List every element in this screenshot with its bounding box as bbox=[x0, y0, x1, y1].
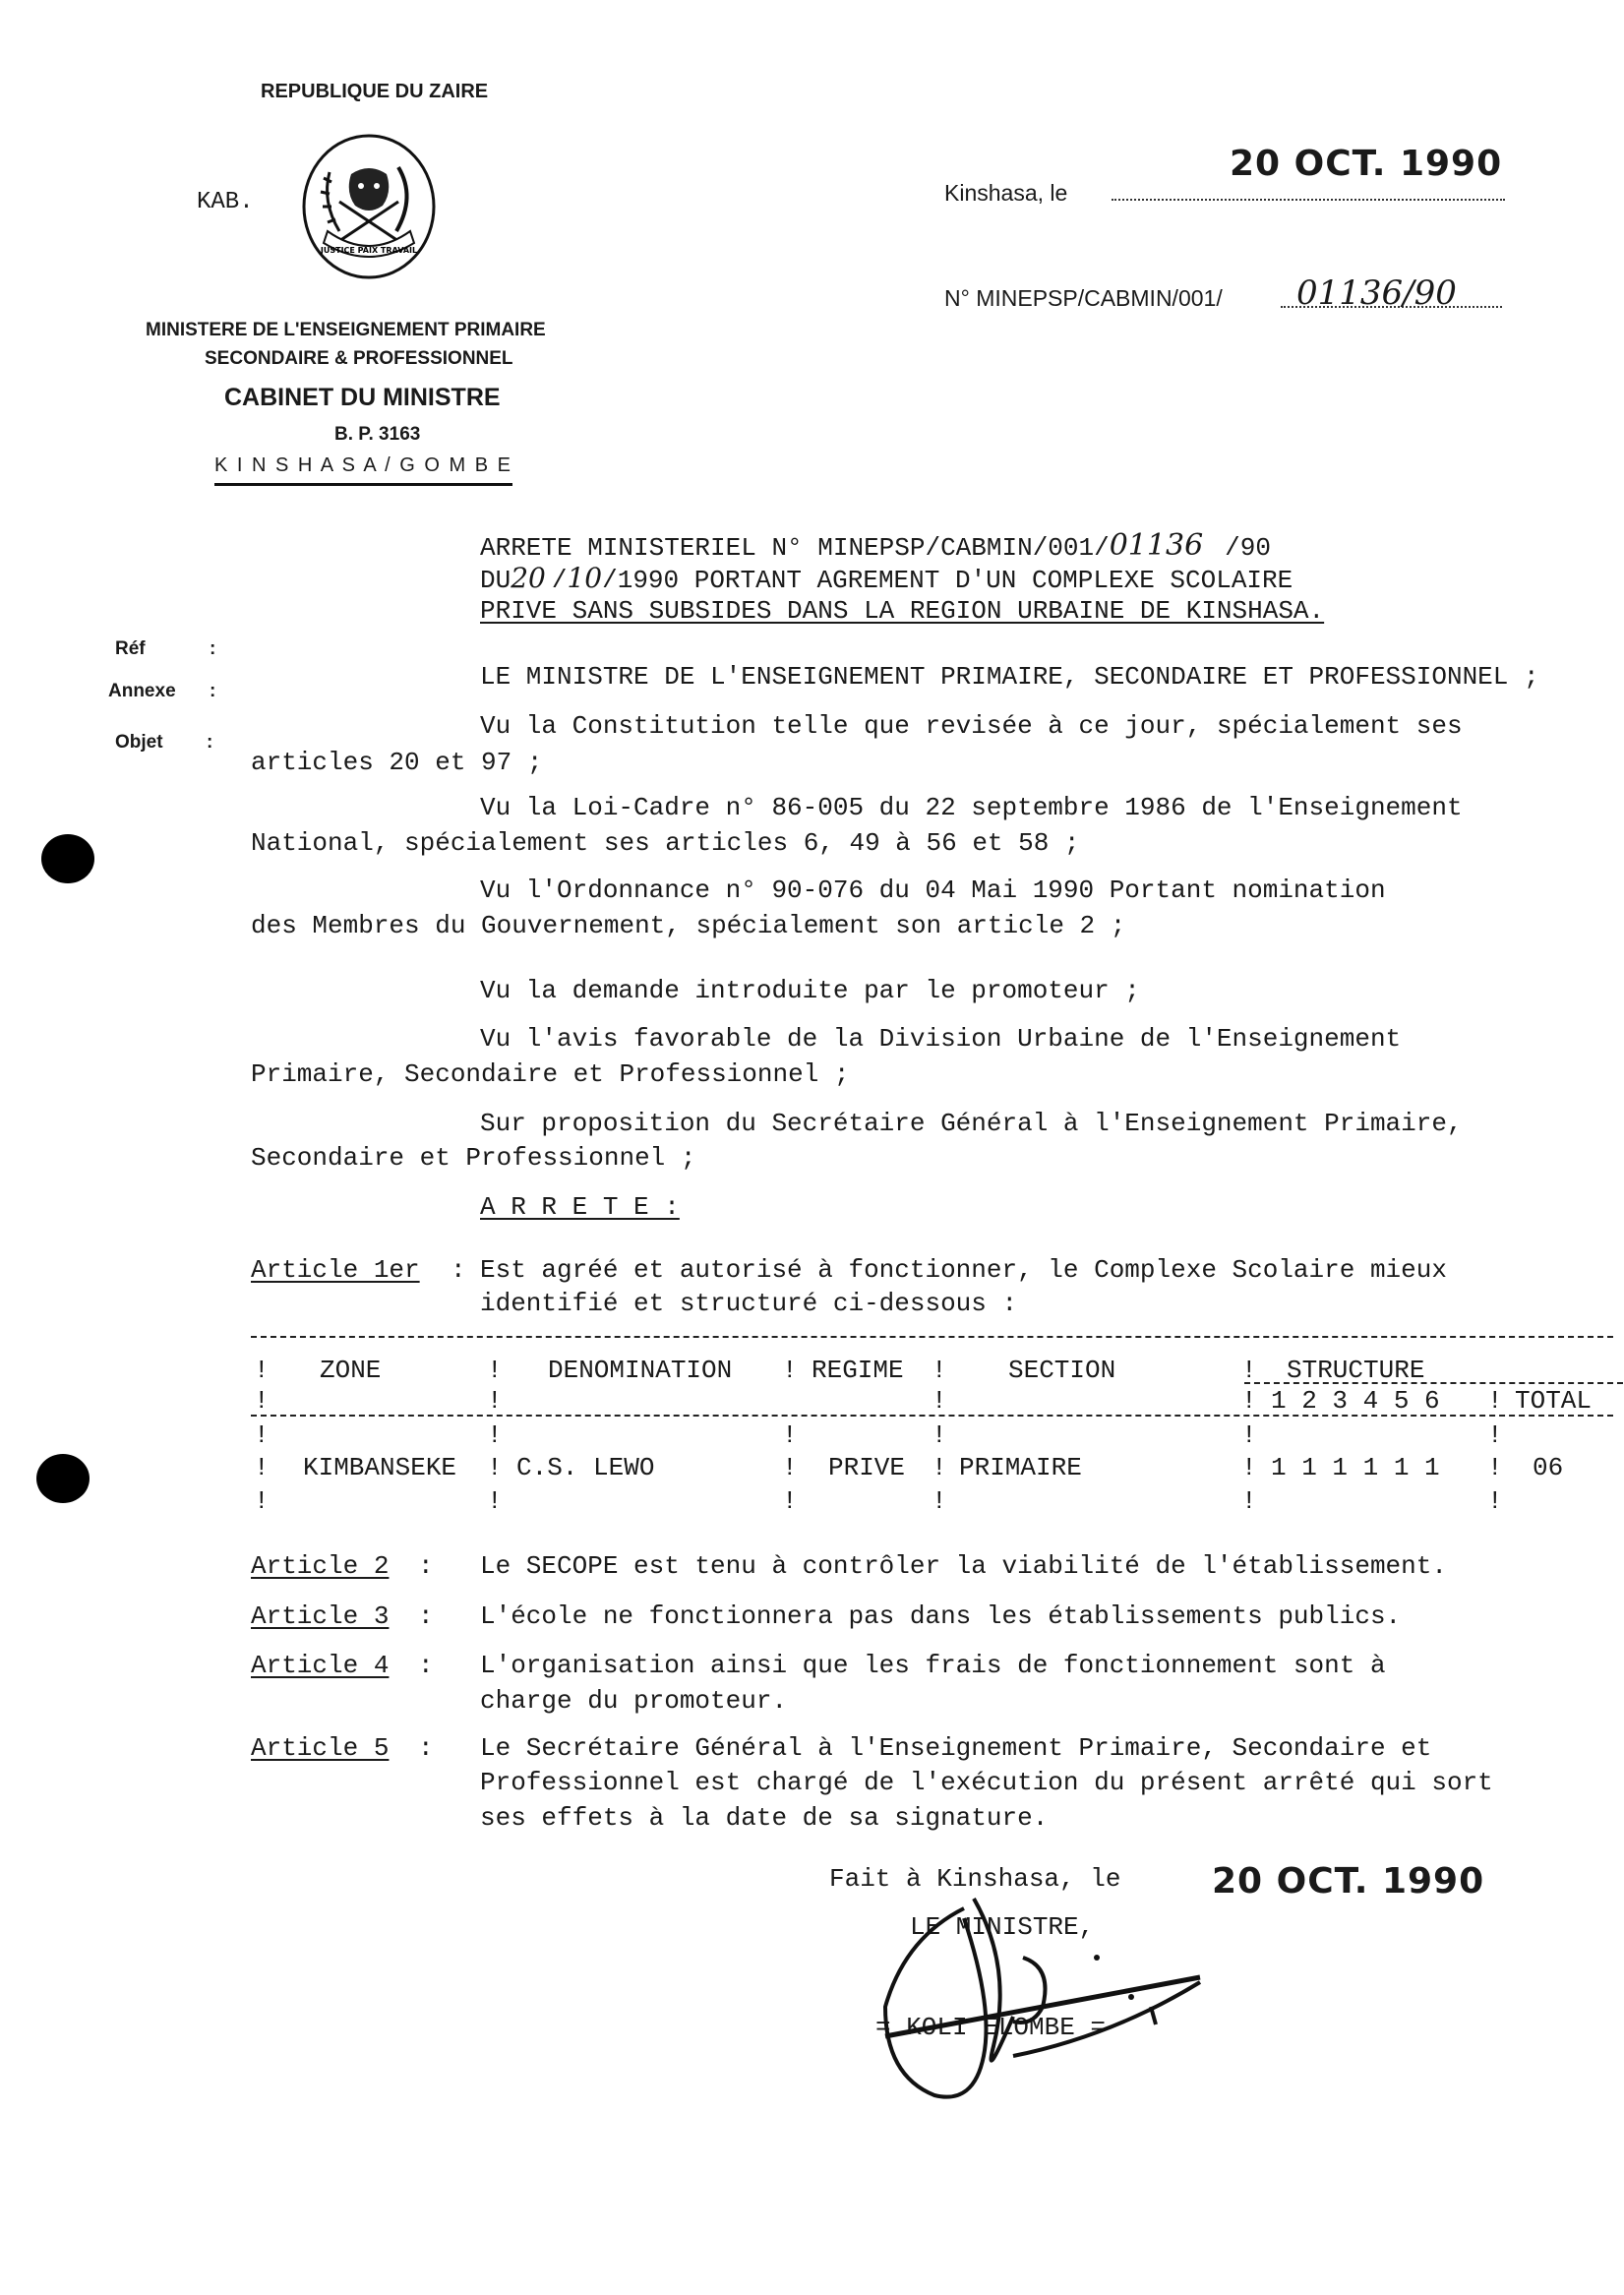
ministry-line-1: MINISTERE DE L'ENSEIGNEMENT PRIMAIRE bbox=[146, 320, 546, 340]
table-sep: ! bbox=[1241, 1453, 1257, 1482]
article-3-sep: : bbox=[418, 1601, 434, 1631]
header-section: SECTION bbox=[1008, 1356, 1116, 1385]
minister-title: LE MINISTRE, bbox=[910, 1912, 1095, 1942]
cell-section: PRIMAIRE bbox=[959, 1453, 1082, 1482]
table-sep: ! bbox=[254, 1420, 270, 1450]
table-sep: ! bbox=[1241, 1356, 1257, 1385]
article-4-text-a: L'organisation ainsi que les frais de fonctionnement sont à bbox=[480, 1651, 1386, 1680]
article-1-text-a: Est agréé et autorisé à fonctionner, le Complexe Scolaire mieux bbox=[480, 1255, 1447, 1285]
header-structure: STRUCTURE bbox=[1287, 1356, 1425, 1385]
cell-denomination: C.S. LEWO bbox=[516, 1453, 655, 1482]
article-5-label: Article 5 bbox=[251, 1733, 390, 1763]
table-sep: ! bbox=[932, 1356, 947, 1385]
article-5-text-b: Professionnel est chargé de l'exécution du présent arrêté qui sort bbox=[480, 1768, 1493, 1797]
vu2-line-b: National, spécialement ses articles 6, 49 à 56 et 58 ; bbox=[251, 828, 1080, 858]
vu3-line-b: des Membres du Gouvernement, spécialement son article 2 ; bbox=[251, 911, 1126, 940]
city-line: K I N S H A S A / G O M B E bbox=[214, 454, 512, 486]
article-2-label: Article 2 bbox=[251, 1551, 390, 1581]
article-4-label: Article 4 bbox=[251, 1651, 390, 1680]
title-line-2: DU20 /10/1990 PORTANT AGREMENT D'UN COMPLEXE SCOLAIRE bbox=[480, 562, 1293, 595]
table-sep: ! bbox=[487, 1420, 503, 1450]
article-5-text-c: ses effets à la date de sa signature. bbox=[480, 1803, 1049, 1833]
table-sep: ! bbox=[1487, 1486, 1503, 1516]
table-sep: ! bbox=[254, 1486, 270, 1516]
title-line-3: PRIVE SANS SUBSIDES DANS LA REGION URBAINE DE KINSHASA. bbox=[480, 596, 1325, 626]
article-5-sep: : bbox=[418, 1733, 434, 1763]
article-3-text: L'école ne fonctionnera pas dans les établissements publics. bbox=[480, 1601, 1402, 1631]
table-sep: ! bbox=[782, 1356, 798, 1385]
table-top-rule bbox=[251, 1336, 1613, 1338]
article-1-text-b: identifié et structuré ci-dessous : bbox=[480, 1289, 1018, 1318]
cabinet-heading: CABINET DU MINISTRE bbox=[224, 384, 501, 411]
fait-a-line: Fait à Kinshasa, le bbox=[829, 1864, 1121, 1894]
date-stamp-header: 20 OCT. 1990 bbox=[1230, 144, 1503, 184]
article-4-text-b: charge du promoteur. bbox=[480, 1686, 788, 1716]
table-sep: ! bbox=[487, 1486, 503, 1516]
objet-label: Objet bbox=[115, 732, 163, 753]
kab-label: KAB. bbox=[197, 189, 254, 215]
header-regime: REGIME bbox=[812, 1356, 904, 1385]
header-zone: ZONE bbox=[320, 1356, 382, 1385]
republic-heading: REPUBLIQUE DU ZAIRE bbox=[261, 81, 489, 102]
article-4-sep: : bbox=[418, 1651, 434, 1680]
table-sep: ! bbox=[1487, 1453, 1503, 1482]
table-sep: ! bbox=[487, 1386, 503, 1416]
vu6-line-b: Secondaire et Professionnel ; bbox=[251, 1143, 696, 1173]
table-sep: ! bbox=[1241, 1386, 1257, 1416]
reference-label: N° MINEPSP/CABMIN/001/ bbox=[944, 285, 1223, 311]
title-line-1: ARRETE MINISTERIEL N° MINEPSP/CABMIN/001/01136 /90 bbox=[480, 528, 1271, 563]
article-2-text: Le SECOPE est tenu à contrôler la viabilité de l'établissement. bbox=[480, 1551, 1447, 1581]
annexe-label: Annexe bbox=[108, 681, 176, 701]
objet-colon: : bbox=[207, 732, 213, 753]
punch-hole-bottom bbox=[36, 1454, 90, 1503]
vu5-line-a: Vu l'avis favorable de la Division Urbaine de l'Enseignement bbox=[480, 1024, 1402, 1054]
table-sep: ! bbox=[932, 1420, 947, 1450]
postal-box: B. P. 3163 bbox=[334, 424, 421, 445]
vu6-line-a: Sur proposition du Secrétaire Général à l'Enseignement Primaire, bbox=[480, 1109, 1463, 1138]
vu3-line-a: Vu l'Ordonnance n° 90-076 du 04 Mai 1990 Portant nomination bbox=[480, 876, 1386, 905]
ref-colon: : bbox=[210, 638, 216, 659]
article-2-sep: : bbox=[418, 1551, 434, 1581]
date-dotted-line bbox=[1112, 199, 1505, 201]
cell-zone: KIMBANSEKE bbox=[303, 1453, 457, 1482]
cell-regime: PRIVE bbox=[828, 1453, 906, 1482]
ministry-line-2: SECONDAIRE & PROFESSIONNEL bbox=[205, 348, 513, 369]
article-1-label: Article 1er bbox=[251, 1255, 420, 1285]
annexe-colon: : bbox=[210, 681, 216, 701]
vu5-line-b: Primaire, Secondaire et Professionnel ; bbox=[251, 1059, 850, 1089]
header-denomination: DENOMINATION bbox=[548, 1356, 733, 1385]
cell-total: 06 bbox=[1533, 1453, 1564, 1482]
table-sep: ! bbox=[932, 1453, 947, 1482]
table-sep: ! bbox=[487, 1356, 503, 1385]
punch-hole-top bbox=[41, 834, 94, 883]
article-1-sep: : bbox=[451, 1255, 466, 1285]
vu4-line: Vu la demande introduite par le promoteur ; bbox=[480, 976, 1140, 1005]
svg-text:JUSTICE PAIX TRAVAIL: JUSTICE PAIX TRAVAIL bbox=[320, 246, 418, 255]
table-sep: ! bbox=[1487, 1386, 1503, 1416]
date-stamp-signature: 20 OCT. 1990 bbox=[1212, 1861, 1485, 1902]
header-total: TOTAL bbox=[1515, 1386, 1593, 1416]
national-seal bbox=[300, 133, 438, 285]
cell-structure: 1 1 1 1 1 1 bbox=[1271, 1453, 1440, 1482]
vu1-line-a: Vu la Constitution telle que revisée à ce jour, spécialement ses bbox=[480, 711, 1463, 741]
header-structure-grades: 1 2 3 4 5 6 bbox=[1271, 1386, 1440, 1416]
table-sep: ! bbox=[932, 1386, 947, 1416]
table-sep: ! bbox=[1241, 1420, 1257, 1450]
table-sep: ! bbox=[782, 1453, 798, 1482]
place-label: Kinshasa, le bbox=[944, 180, 1068, 206]
table-sep: ! bbox=[254, 1386, 270, 1416]
table-sep: ! bbox=[487, 1453, 503, 1482]
article-5-text-a: Le Secrétaire Général à l'Enseignement Primaire, Secondaire et bbox=[480, 1733, 1432, 1763]
minister-name: = KOLI ELOMBE = bbox=[875, 2013, 1107, 2042]
handwritten-signature bbox=[866, 1859, 1220, 2120]
table-sep: ! bbox=[1241, 1486, 1257, 1516]
article-3-label: Article 3 bbox=[251, 1601, 390, 1631]
table-sep: ! bbox=[782, 1486, 798, 1516]
table-sep: ! bbox=[932, 1486, 947, 1516]
table-sep: ! bbox=[1487, 1420, 1503, 1450]
reference-handwritten: 01136/90 bbox=[1296, 273, 1457, 313]
vu1-line-b: articles 20 et 97 ; bbox=[251, 748, 543, 777]
table-sep: ! bbox=[254, 1356, 270, 1385]
arrete-heading: A R R E T E : bbox=[480, 1192, 680, 1222]
table-sep: ! bbox=[782, 1420, 798, 1450]
vu2-line-a: Vu la Loi-Cadre n° 86-005 du 22 septembre 1986 de l'Enseignement bbox=[480, 793, 1463, 822]
ref-label: Réf bbox=[115, 638, 146, 659]
minister-heading: LE MINISTRE DE L'ENSEIGNEMENT PRIMAIRE, SECONDAIRE ET PROFESSIONNEL ; bbox=[480, 662, 1539, 692]
table-sep: ! bbox=[254, 1453, 270, 1482]
